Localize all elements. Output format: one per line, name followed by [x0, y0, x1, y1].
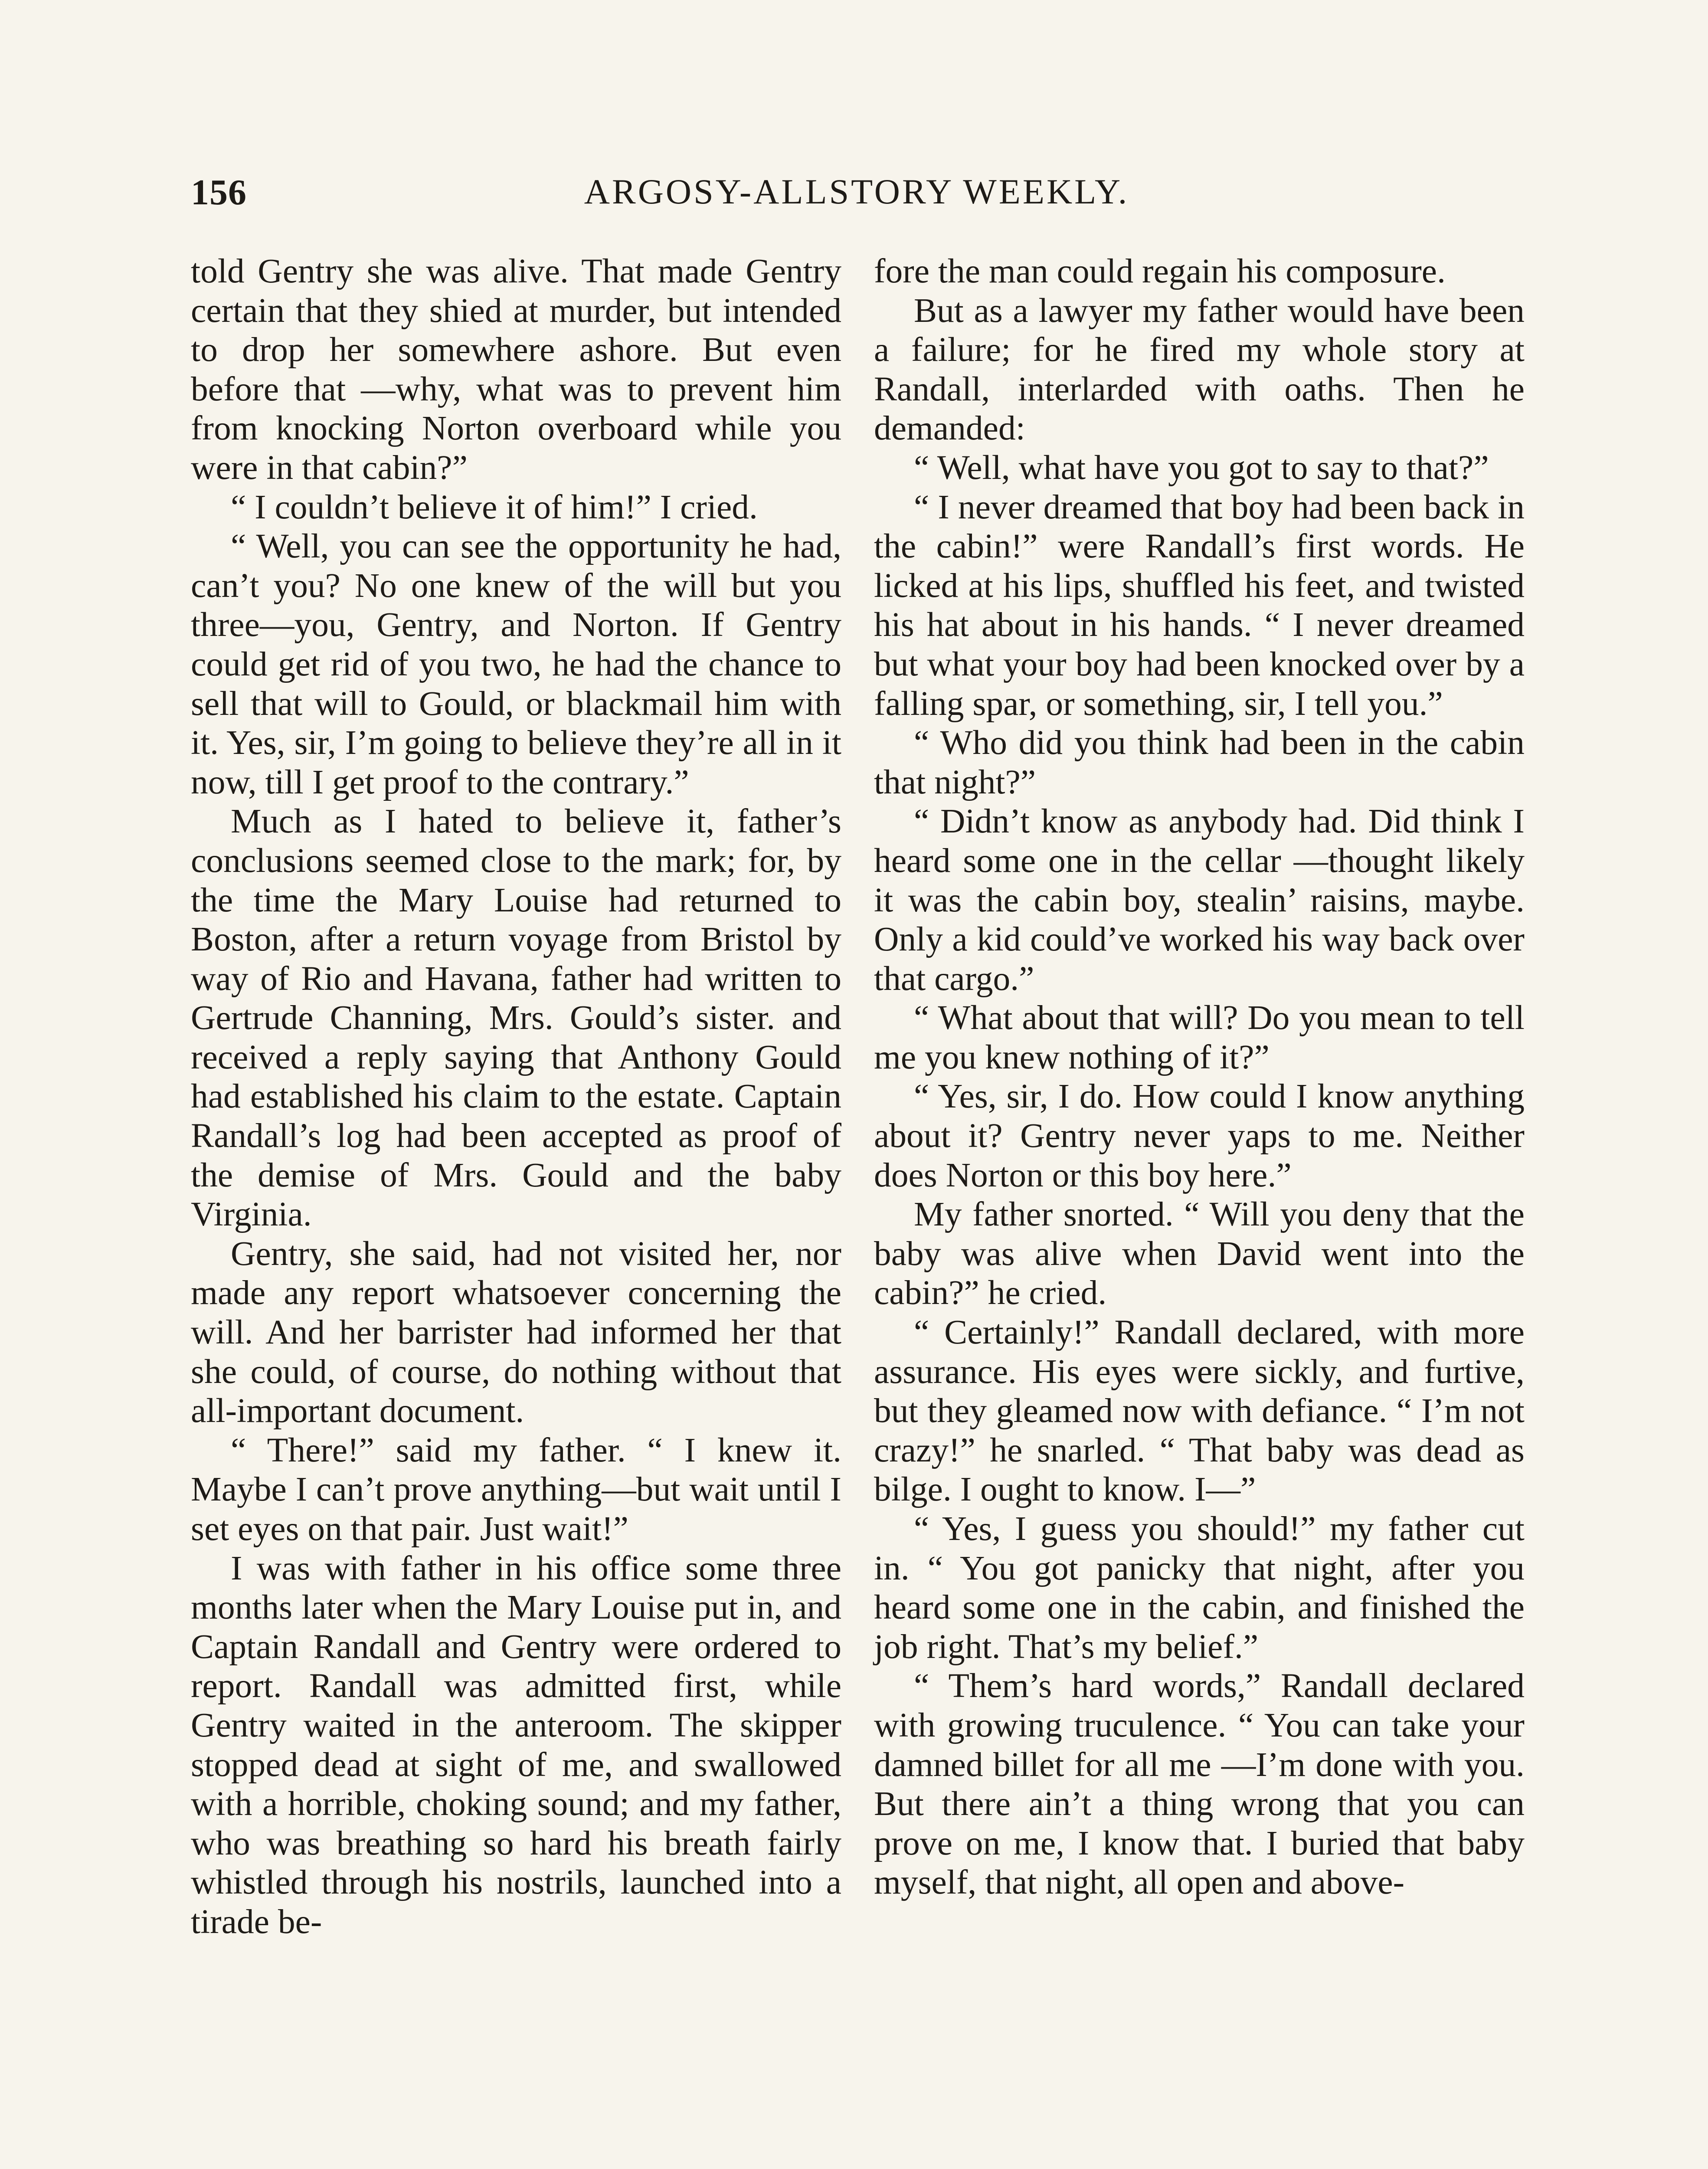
paragraph: “ Yes, sir, I do. How could I know anything about it? Gentry never yaps to me. Neither does Norton or this boy here.”	[874, 1077, 1525, 1194]
paragraph: “ Well, you can see the opportunity he had, can’t you? No one knew of the will but you three—you, Gentry, and Norton. If Gentry could get rid of you two, he had the chance to sell that will to Gould, or blackmail him with it. Yes, sir, I’m going to believe they’re all in it now, till I get proof to the contrary.”	[191, 527, 841, 801]
paragraph: “ Who did you think had been in the cabin that night?”	[874, 724, 1525, 801]
page-header	[191, 171, 1522, 223]
paragraph: “ Them’s hard words,” Randall declared with growing truculence. “ You can take your damned billet for all me —I’m done with you. But there ain’t a thing wrong that you can prove on me, I know that. I buried that baby myself, that night, all open and above-	[874, 1667, 1525, 1902]
page-number: 156	[191, 172, 247, 213]
paragraph: fore the man could regain his composure.	[874, 252, 1446, 290]
paragraph: “ What about that will? Do you mean to tell me you knew nothing of it?”	[874, 999, 1525, 1076]
paragraph: told Gentry she was alive. That made Gentry certain that they shied at murder, but intended to drop her somewhere ashore. But even before that —why, what was to prevent him from knocking Norton overboard while you were in that cabin?”	[191, 252, 841, 487]
paragraph: “ I couldn’t believe it of him!” I cried.	[231, 488, 758, 526]
paragraph: But as a lawyer my father would have been a failure; for he fired my whole story at Randall, interlarded with oaths. Then he demanded:	[874, 291, 1525, 448]
paragraph: “ Yes, I guess you should!” my father cut in. “ You got panicky that night, after you heard some one in the cabin, and finished the job right. That’s my belief.”	[874, 1510, 1525, 1666]
paragraph: I was with father in his office some three months later when the Mary Louise put in, and Captain Randall and Gentry were ordered to report. Randall was admitted first, while Gentry waited in the anteroom. The skipper stopped dead at sight of me, and swallowed with a horrible, choking sound; and my father, who was breathing so hard his breath fairly whistled through his nostrils, launched into a tirade be-	[191, 1549, 841, 1941]
paragraph: “ Certainly!” Randall declared, with more assurance. His eyes were sickly, and furtive, but they gleamed now with defiance. “ I’m not crazy!” he snarled. “ That baby was dead as bilge. I ought to know. I—”	[874, 1313, 1525, 1509]
left-column	[191, 252, 841, 1942]
paragraph: “ Didn’t know as anybody had. Did think I heard some one in the cellar —thought likely it was the cabin boy, stealin’ raisins, maybe. Only a kid could’ve worked his way back over that cargo.”	[874, 802, 1525, 998]
paragraph: “ There!” said my father. “ I knew it. Maybe I can’t prove anything—but wait until I set eyes on that pair. Just wait!”	[191, 1431, 841, 1548]
paragraph: “ I never dreamed that boy had been back in the cabin!” were Randall’s first words. He licked at his lips, shuffled his feet, and twisted his hat about in his hands. “ I never dreamed but what your boy had been knocked over by a falling spar, or something, sir, I tell you.”	[874, 488, 1525, 723]
paragraph: “ Well, what have you got to say to that?”	[914, 448, 1489, 487]
right-column	[874, 252, 1525, 1902]
paragraph: My father snorted. “ Will you deny that the baby was alive when David went into the cabin?” he cried.	[874, 1195, 1525, 1312]
paragraph: Gentry, she said, had not visited her, nor made any report whatsoever concerning the will. And her barrister had informed her that she could, of course, do nothing without that all-important document.	[191, 1234, 841, 1430]
running-head: ARGOSY-ALLSTORY WEEKLY.	[584, 172, 1129, 211]
paragraph: Much as I hated to believe it, father’s conclusions seemed close to the mark; for, by the time the Mary Louise had returned to Boston, after a return voyage from Bristol by way of Rio and Havana, father had written to Gertrude Channing, Mrs. Gould’s sister. and received a reply saying that Anthony Gould had established his claim to the estate. Captain Randall’s log had been accepted as proof of the demise of Mrs. Gould and the baby Virginia.	[191, 802, 841, 1234]
